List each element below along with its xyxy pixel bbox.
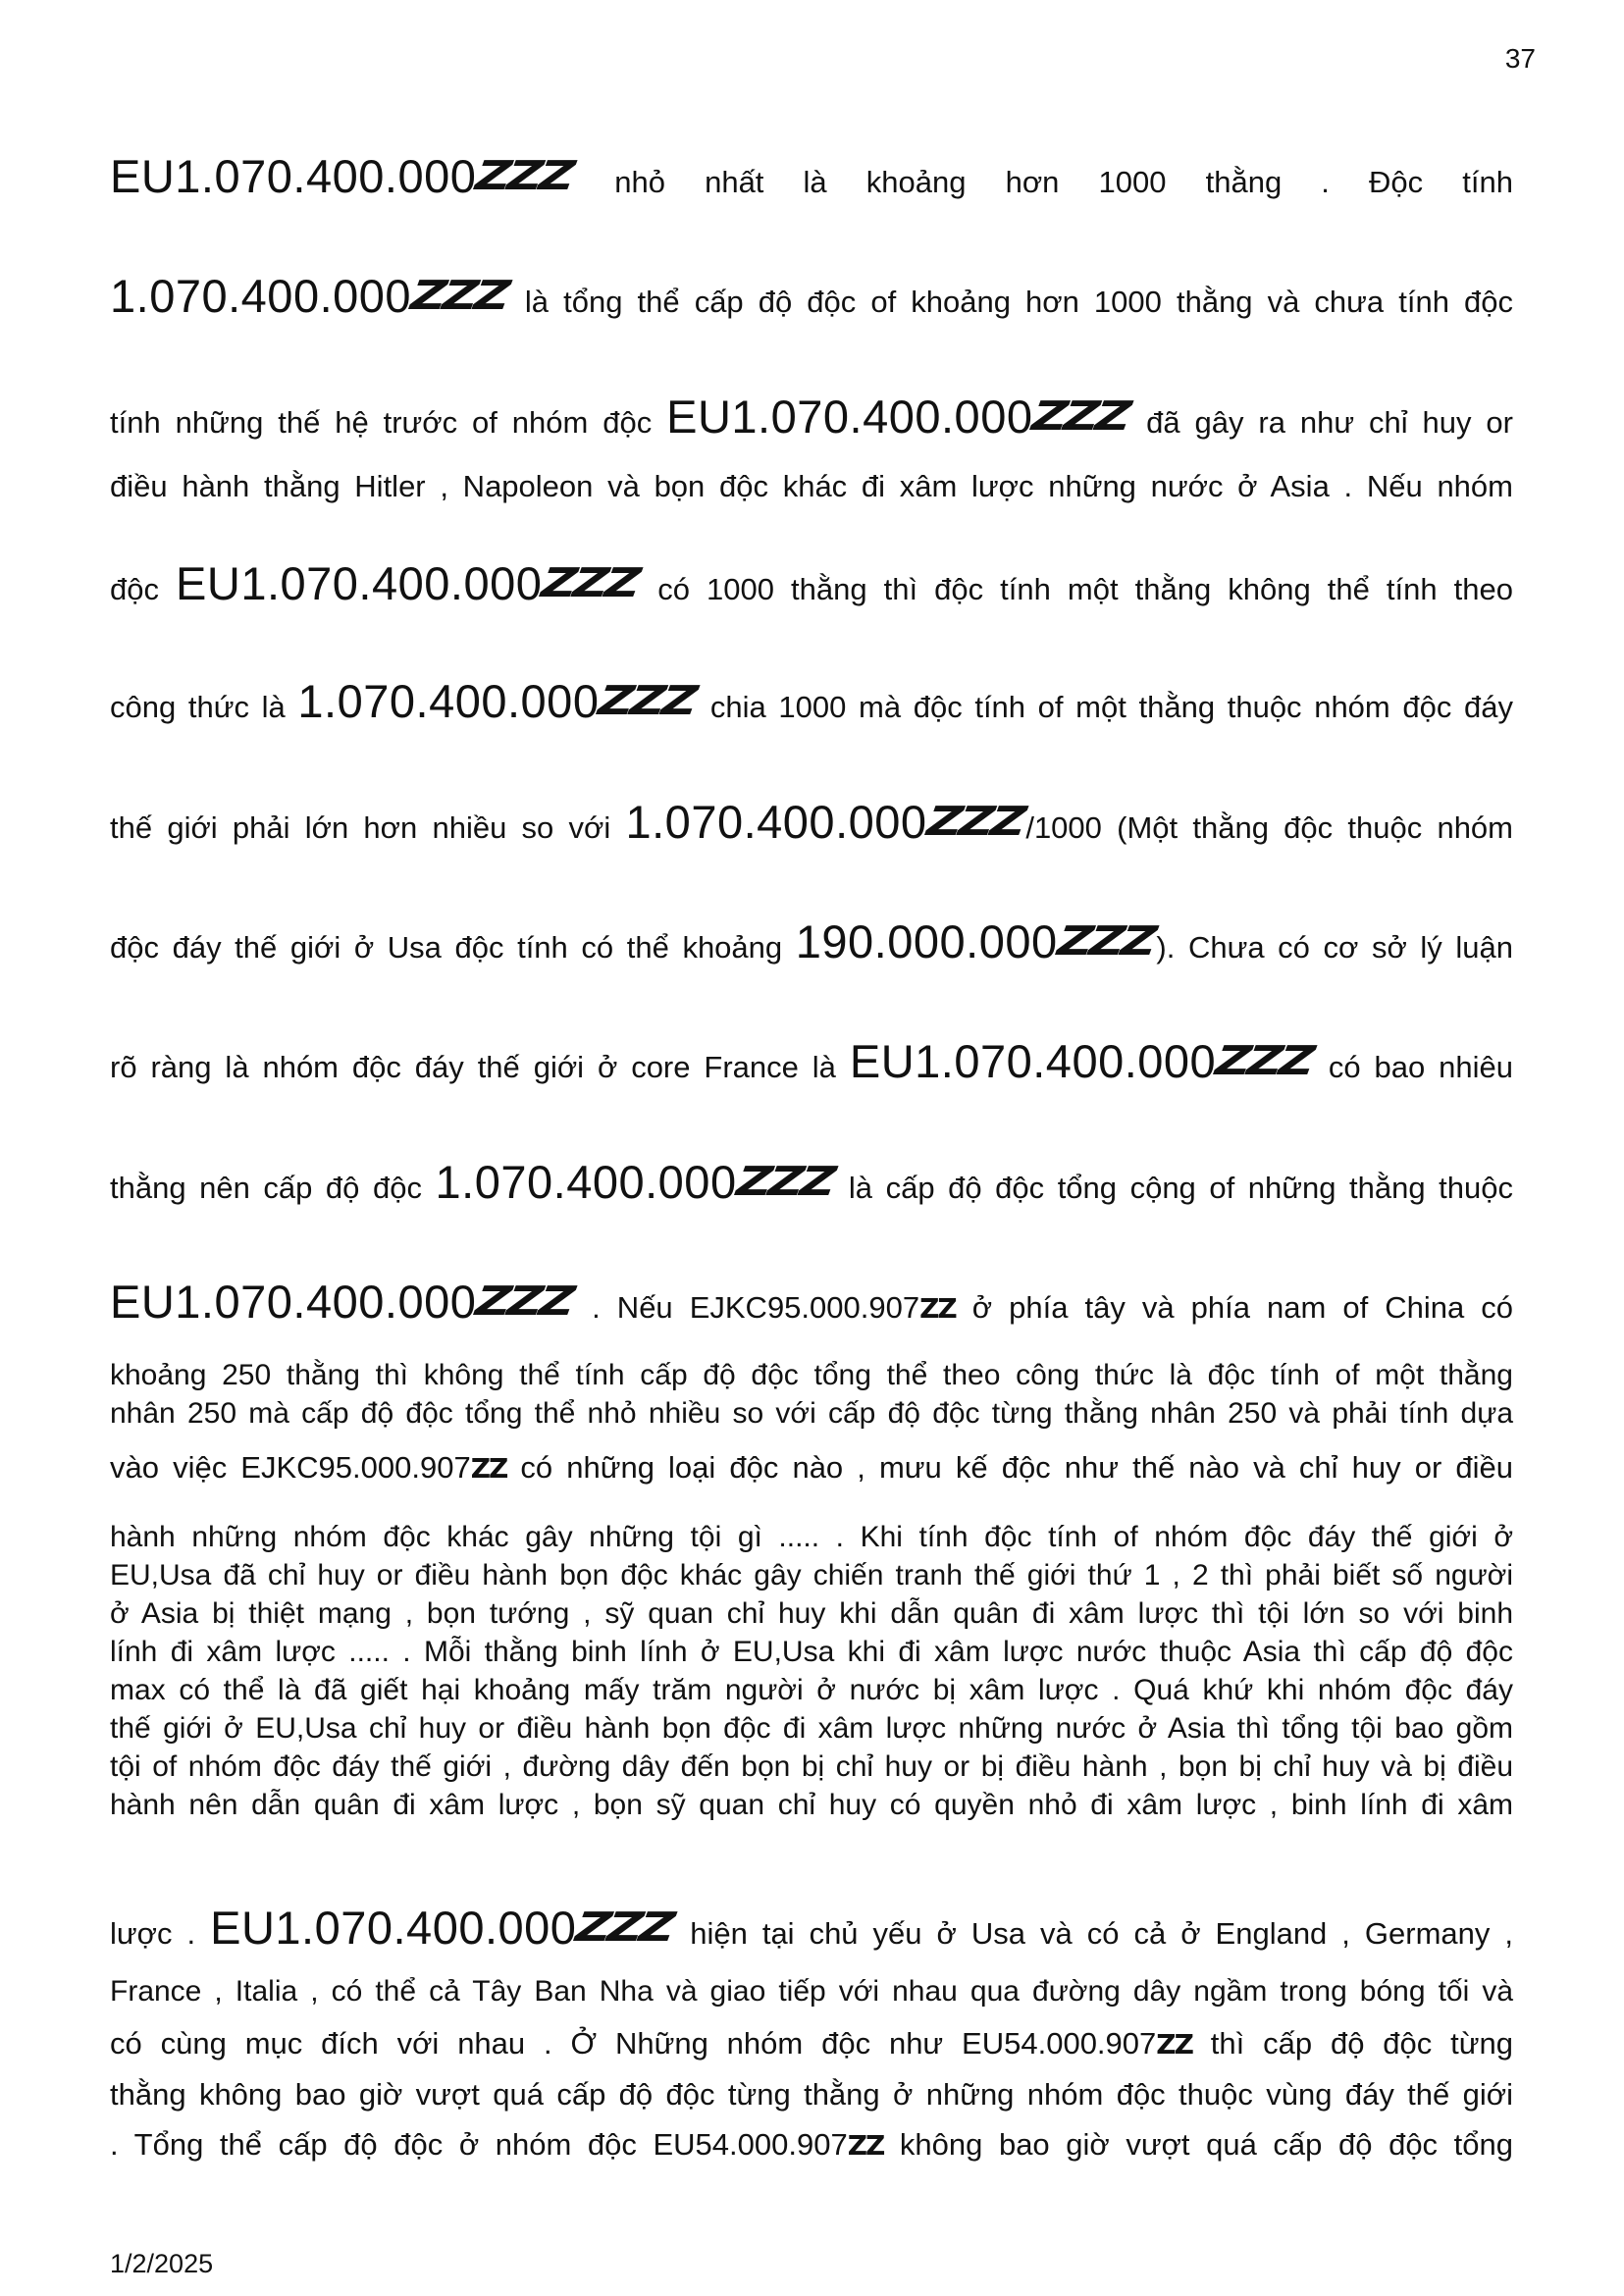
- code-text: EU1.070.400.000: [666, 391, 1033, 443]
- footer-date: 1/2/2025: [110, 2249, 214, 2278]
- line-text: độc: [110, 572, 177, 606]
- zzz-mark: ZZZ: [1054, 917, 1156, 965]
- zzz-mark: ZZZ: [1213, 1037, 1315, 1084]
- text-line: [110, 1899, 1513, 1956]
- text-line: [110, 388, 1513, 444]
- zzz-mark: ZZZ: [1029, 392, 1131, 440]
- text-line: [110, 554, 1513, 611]
- text-line: [110, 1273, 1513, 1330]
- line-text: /1000 (Một thằng độc thuộc nhóm: [1025, 810, 1514, 845]
- line-text: độc đáy thế giới ở Usa độc tính có thể khoảng: [110, 930, 796, 965]
- zz-mark: ZZ: [470, 1452, 507, 1485]
- line-text: hiện tại chủ yếu ở Usa và có cả ở England , Germany ,: [675, 1916, 1514, 1951]
- zzz-mark: ZZZ: [573, 1904, 675, 1951]
- text-line: tội of nhóm độc đáy thế giới , đường dây đến bọn bị chỉ huy or bị điều hành , bọn bị chỉ huy và bị điều: [110, 1750, 1513, 1783]
- zz-mark: ZZ: [919, 1292, 956, 1325]
- code-text: EU1.070.400.000: [176, 557, 543, 609]
- text-line: hành những nhóm độc khác gây những tội gì ..... . Khi tính độc tính of nhóm độc đáy thế giới ở: [110, 1521, 1513, 1553]
- text-line: [110, 1032, 1513, 1089]
- code-text: EU1.070.400.000: [110, 1276, 477, 1328]
- code-text: 1.070.400.000: [297, 675, 600, 727]
- zzz-mark: ZZZ: [473, 152, 575, 199]
- text-line: EU,Usa đã chỉ huy or điều hành bọn độc khác gây chiến tranh thế giới thứ 1 , 2 thì phải biết số người: [110, 1559, 1513, 1592]
- text-line: [110, 267, 1513, 324]
- text-line: ở Asia bị thiệt mạng , bọn tướng , sỹ quan chỉ huy khi dẫn quân đi xâm lược thì tội lớn so với binh: [110, 1597, 1513, 1630]
- line-text: có cùng mục đích với nhau . Ở Những nhóm độc như EU54.000.907: [110, 2026, 1157, 2061]
- code-text: EU1.070.400.000: [210, 1902, 577, 1954]
- line-text: chia 1000 mà độc tính of một thằng thuộc nhóm độc đáy: [698, 690, 1513, 724]
- line-text: công thức là: [110, 690, 298, 724]
- zzz-mark: ZZZ: [733, 1158, 835, 1205]
- line-text: thế giới phải lớn hơn nhiều so với: [110, 810, 626, 845]
- zz-mark: ZZ: [1156, 2028, 1192, 2061]
- text-line: [110, 913, 1513, 969]
- line-text: thằng nên cấp độ độc: [110, 1171, 436, 1205]
- line-text: ). Chưa có cơ sở lý luận: [1156, 930, 1513, 965]
- code-text: 1.070.400.000: [110, 270, 412, 322]
- text-line: lính đi xâm lược ..... . Mỗi thằng binh lính ở EU,Usa khi đi xâm lược nước thuộc Asia thì cấp độ độc: [110, 1636, 1513, 1668]
- line-text: đã gây ra như chỉ huy or: [1131, 405, 1513, 440]
- zzz-mark: ZZZ: [596, 677, 698, 724]
- line-text: có bao nhiêu: [1314, 1050, 1514, 1084]
- code-text: 1.070.400.000: [435, 1156, 737, 1208]
- text-line: [110, 1153, 1513, 1210]
- text-line: [110, 672, 1513, 729]
- code-text: EU1.070.400.000: [849, 1035, 1217, 1087]
- line-text: lược .: [110, 1916, 211, 1951]
- paragraph-3: [110, 1518, 1513, 1824]
- code-text: 190.000.000: [795, 915, 1058, 967]
- text-line: [110, 2127, 1513, 2163]
- line-text: là cấp độ độc tổng cộng of những thằng thuộc: [835, 1171, 1513, 1205]
- text-line: [110, 2026, 1513, 2061]
- text-line: điều hành thằng Hitler , Napoleon và bọn độc khác đi xâm lược những nước ở Asia . Nếu nhóm: [110, 469, 1513, 503]
- code-text: 1.070.400.000: [625, 796, 927, 848]
- line-text: không bao giờ vượt quá cấp độ độc tổng: [883, 2127, 1513, 2162]
- zzz-mark: ZZZ: [539, 559, 641, 606]
- text-line: [110, 793, 1513, 850]
- page-number: 37: [1504, 43, 1536, 74]
- text-line: khoảng 250 thằng thì không thể tính cấp độ độc tổng thể theo công thức là độc tính of một thằng: [110, 1359, 1513, 1391]
- text-line: France , Italia , có thể cả Tây Ban Nha và giao tiếp với nhau qua đường dây ngầm trong bóng tối và: [110, 1975, 1513, 2008]
- zzz-mark: ZZZ: [408, 272, 509, 319]
- line-text: nhỏ nhất là khoảng hơn 1000 thằng . Độc tính: [575, 165, 1513, 199]
- zzz-mark: ZZZ: [473, 1278, 575, 1325]
- line-text: tính những thế hệ trước of nhóm độc: [110, 405, 667, 440]
- line-text: vào việc EJKC95.000.907: [110, 1450, 471, 1485]
- zz-mark: ZZ: [847, 2129, 884, 2162]
- text-line: [110, 147, 1513, 204]
- text-line: hành nên dẫn quân đi xâm lược , bọn sỹ quan chỉ huy có quyền nhỏ đi xâm lược , binh lính đi xâm: [110, 1789, 1513, 1821]
- paragraph-2: [110, 1356, 1513, 1433]
- line-text: có 1000 thằng thì độc tính một thằng không thể tính theo: [641, 572, 1513, 606]
- line-text: thì cấp độ độc từng: [1191, 2026, 1513, 2061]
- zzz-mark: ZZZ: [923, 798, 1025, 845]
- text-line: thế giới ở EU,Usa chỉ huy or điều hành bọn độc đi xâm lược những nước ở Asia thì tổng tội bao gồm: [110, 1712, 1513, 1745]
- text-line: thằng không bao giờ vượt quá cấp độ độc từng thằng ở những nhóm độc thuộc vùng đáy thế giới: [110, 2077, 1513, 2112]
- line-text: có những loại độc nào , mưu kế độc như thế nào và chỉ huy or điều: [506, 1450, 1513, 1485]
- text-line: [110, 1450, 1513, 1486]
- line-text: . Nếu EJKC95.000.907: [575, 1290, 920, 1325]
- line-text: . Tổng thể cấp độ độc ở nhóm độc EU54.000.907: [110, 2127, 848, 2162]
- text-line: max có thể là đã giết hại khoảng mấy trăm người ở nước bị xâm lược . Quá khứ khi nhóm độc đáy: [110, 1674, 1513, 1706]
- text-line: nhân 250 mà cấp độ độc tổng thể nhỏ nhiều so với cấp độ độc từng thằng nhân 250 và phải tính dựa: [110, 1397, 1513, 1430]
- line-text: rõ ràng là nhóm độc đáy thế giới ở core France là: [110, 1050, 850, 1084]
- line-text: là tổng thể cấp độ độc of khoảng hơn 1000 thằng và chưa tính độc: [509, 285, 1513, 319]
- code-text: EU1.070.400.000: [110, 150, 477, 202]
- line-text: ở phía tây và phía nam of China có: [955, 1290, 1513, 1325]
